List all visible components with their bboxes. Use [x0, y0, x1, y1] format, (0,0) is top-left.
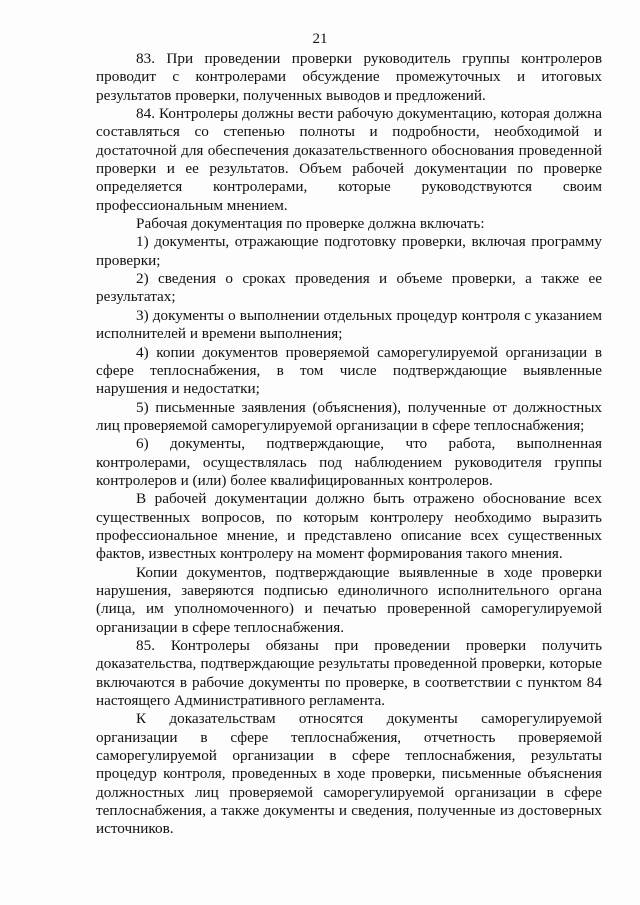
- paragraph-85: 85. Контролеры обязаны при проведении проверки получить доказательства, подтверждающие результаты проведенной проверки, которые включаются в рабочие документы по проверке, в соответствии с пунктом 84 настоящего Административного регламента.: [96, 637, 602, 710]
- paragraph-83: 83. При проведении проверки руководитель группы контролеров проводит с контролерами обсуждение промежуточных и итоговых результатов проверки, полученных выводов и предложений.: [96, 50, 602, 104]
- document-body: [96, 50, 602, 839]
- paragraph-84: 84. Контролеры должны вести рабочую документацию, которая должна составляться со степенью полноты и подробности, необходимой и достаточной для обеспечения доказательственного обоснования проведенной проверки и ее результатов. Объем рабочей документации по проверке определяется контролерами, которые руководствуются своим профессиональным мнением.: [96, 105, 602, 214]
- list-item-3: 3) документы о выполнении отдельных процедур контроля с указанием исполнителей и времени выполнения;: [96, 306, 602, 343]
- list-item-5: 5) письменные заявления (объяснения), полученные от должностных лиц проверяемой саморегулируемой организации в сфере теплоснабжения;: [96, 398, 602, 434]
- list-item-4: 4) копии документов проверяемой саморегулируемой организации в сфере теплоснабжения, в том числе подтверждающие выявленные нарушения и недостатки;: [96, 343, 602, 398]
- list-item-1: 1) документы, отражающие подготовку проверки, включая программу проверки;: [96, 233, 602, 269]
- paragraph-copies: Копии документов, подтверждающие выявленные в ходе проверки нарушения, заверяются подписью единоличного исполнительного органа (лица, им уполномоченного) и печатью проверенной саморегулируемой организации в сфере теплоснабжения.: [96, 563, 602, 636]
- list-item-2: 2) сведения о сроках проведения и объеме проверки, а также ее результатах;: [96, 270, 602, 306]
- list-item-6: 6) документы, подтверждающие, что работа, выполненная контролерами, осуществлялась под наблюдением руководителя группы контролеров и (или) более квалифицированных контролеров.: [96, 435, 602, 489]
- paragraph-documentation-intro: Рабочая документация по проверке должна включать:: [136, 215, 485, 233]
- page-number: 21: [312, 31, 328, 47]
- paragraph-justification: В рабочей документации должно быть отражено обоснование всех существенных вопросов, по которым контролеру необходимо выразить профессиональное мнение, и представлено описание всех существенных фактов, известных контролеру на момент формирования такого мнения.: [96, 490, 602, 563]
- paragraph-evidence: К доказательствам относятся документы саморегулируемой организации в сфере теплоснабжения, отчетность проверяемой саморегулируемой организации в сфере теплоснабжения, результаты процедур контроля, проведенных в ходе проверки, письменные объяснения должностных лиц проверяемой саморегулируемой организации в сфере теплоснабжения, а также документы и сведения, полученные из достоверных источников.: [96, 710, 602, 838]
